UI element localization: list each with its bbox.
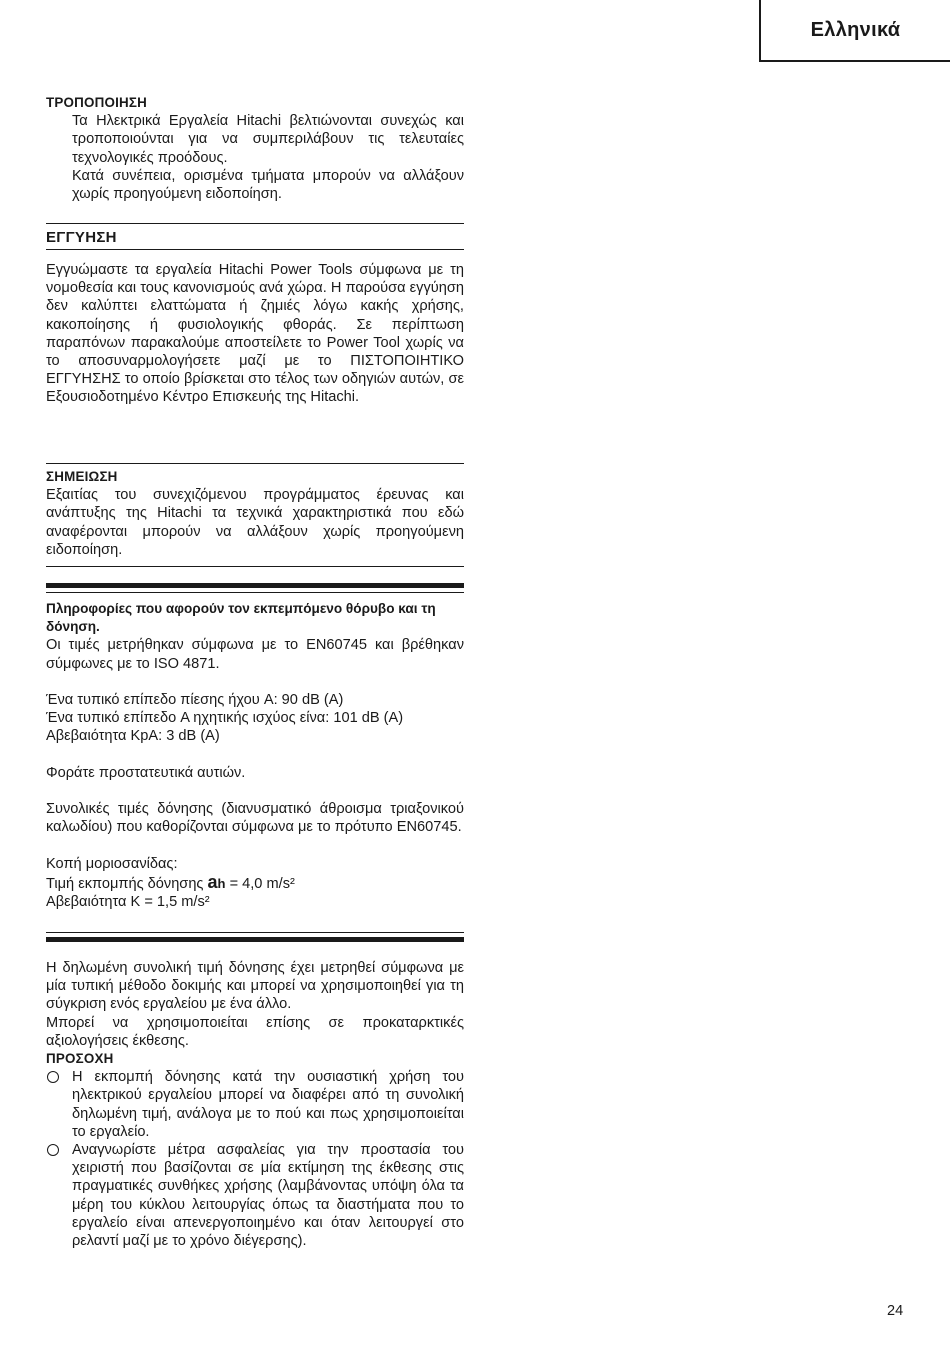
declared-section: [46, 959, 464, 1250]
vibration-total: Συνολικές τιμές δόνησης (διανυσματικό άθροισμα τριαξονικού καλωδίου) που καθορίζονται σύμφωνα με το πρότυπο EN60745.: [46, 801, 464, 836]
noise-rule-thick-bottom: [46, 937, 464, 942]
note-rule-bottom: [46, 566, 464, 567]
declared-para-1: Η δηλωμένη συνολική τιμή δόνησης έχει μετρηθεί σύμφωνα με μία τυπική μέθοδο δοκιμής και μπορεί να χρησιμοποιηθεί για τη σύγκριση ενός εργαλείου με ένα άλλο.: [46, 960, 464, 1013]
noise-rule-thin-bottom: [46, 932, 464, 933]
noise-intro: Οι τιμές μετρήθηκαν σύμφωνα με το EN60745 και βρέθηκαν σύμφωνες με το ISO 4871.: [46, 637, 464, 672]
guarantee-title: ΕΓΓΥΗΣΗ: [46, 229, 117, 246]
emission-prefix: Τιμή εκπομπής δόνησης: [46, 875, 204, 892]
guarantee-rule-bottom: [46, 249, 464, 250]
vibration-emission: [46, 873, 464, 893]
sound-pressure: Ένα τυπικό επίπεδο πίεσης ήχου A: 90 dB (A): [46, 692, 344, 708]
caution-item-1: Η εκπομπή δόνησης κατά την ουσιαστική χρήση του ηλεκτρικού εργαλείου μπορεί να διαφέρει από τη συνολική δηλωμένη τιμή, ανάλογα με το πού και πως χρησιμοποιείται το εργαλείο.: [46, 1068, 464, 1141]
sound-power: Ένα τυπικό επίπεδο A ηχητικής ισχύος είνα: 101 dB (A): [46, 710, 404, 727]
noise-rule-thin-top: [46, 592, 464, 593]
guarantee-section: [46, 261, 464, 407]
sound-uncertainty: Αβεβαιότητα KpA: 3 dB (A): [46, 728, 220, 745]
modification-title: ΤΡΟΠΟΠΟΙΗΣΗ: [46, 95, 147, 110]
note-text: Εξαιτίας του συνεχιζόμενου προγράμματος έρευνας και ανάπτυξης της Hitachi τα τεχνικά χαρακτηριστικά που εδώ αναφέρονται μπορούν να αλλάξουν χωρίς προηγούμενη ειδοποίηση.: [46, 487, 464, 558]
ear-protection: Φοράτε προστατευτικά αυτιών.: [46, 764, 246, 781]
modification-line-1: Τα Ηλεκτρικά Εργαλεία Hitachi βελτιώνονται συνεχώς και τροποποιούνται για να συμπεριλάβουν τις τελευταίες τεχνολογικές προόδους.: [72, 113, 464, 166]
declared-para-2: Μπορεί να χρησιμοποιείται επίσης σε προκαταρκτικές αξιολογήσεις έκθεσης.: [46, 1014, 464, 1049]
language-tab: Ελληνικά: [759, 0, 950, 62]
page-number: 24: [887, 1303, 904, 1319]
emission-value: = 4,0 m/s²: [229, 875, 295, 892]
noise-rule-thick-top: [46, 583, 464, 588]
circle-bullet-icon: [47, 1071, 59, 1083]
guarantee-rule-top: [46, 223, 464, 224]
noise-section: [46, 600, 464, 911]
circle-bullet-icon: [47, 1144, 59, 1156]
note-section: [46, 468, 464, 559]
ah-symbol: ah: [207, 871, 226, 892]
note-rule: [46, 463, 464, 464]
cutting-label: Κοπή μοριοσανίδας:: [46, 855, 178, 872]
modification-section: [46, 94, 464, 203]
note-title: ΣΗΜΕΙΩΣΗ: [46, 469, 118, 484]
guarantee-text: Εγγυώμαστε τα εργαλεία Hitachi Power Tools σύμφωνα με τη νομοθεσία και τους κανονισμούς ανά χώρα. Η παρούσα εγγύηση δεν καλύπτει ελαττώματα ή ζημιές λόγω κακής χρήσης, κακοποίησης ή φυσιολογικής φθοράς. Σε περίπτωση παραπόνων παρακαλούμε αποστείλετε το Power Tool χωρίς να το αποσυναρμολογήσετε μαζί με το ΠΙΣΤΟΠΟΙΗΤΙΚΟ ΕΓΓΥΗΣΗΣ το οποίο βρίσκεται στο τέλος των οδηγιών αυτών, σε Εξουσιοδοτημένο Κέντρο Επισκευής της Hitachi.: [46, 262, 464, 406]
noise-title: Πληροφορίες που αφορούν τον εκπεμπόμενο θόρυβο και τη δόνηση.: [46, 601, 436, 635]
modification-line-2: Κατά συνέπεια, ορισμένα τμήματα μπορούν να αλλάξουν χωρίς προηγούμενη ειδοποίηση.: [72, 167, 464, 203]
caution-item-2: Αναγνωρίστε μέτρα ασφαλείας για την προστασία του χειριστή που βασίζονται σε μία εκτίμηση της έκθεσης στις πραγματικές συνθήκες χρήσης (λαμβάνοντας υπόψη όλα τα μέρη του κύκλου λειτουργίας όπως τα διαστήματα που το εργαλείο είναι απενεργοποιημένο και όταν λειτουργεί στο ρελαντί μαζί με το χρόνο διέγερσης).: [46, 1141, 464, 1250]
uncertainty-k: Αβεβαιότητα K = 1,5 m/s²: [46, 894, 210, 911]
caution-title: ΠΡΟΣΟΧΗ: [46, 1051, 114, 1067]
